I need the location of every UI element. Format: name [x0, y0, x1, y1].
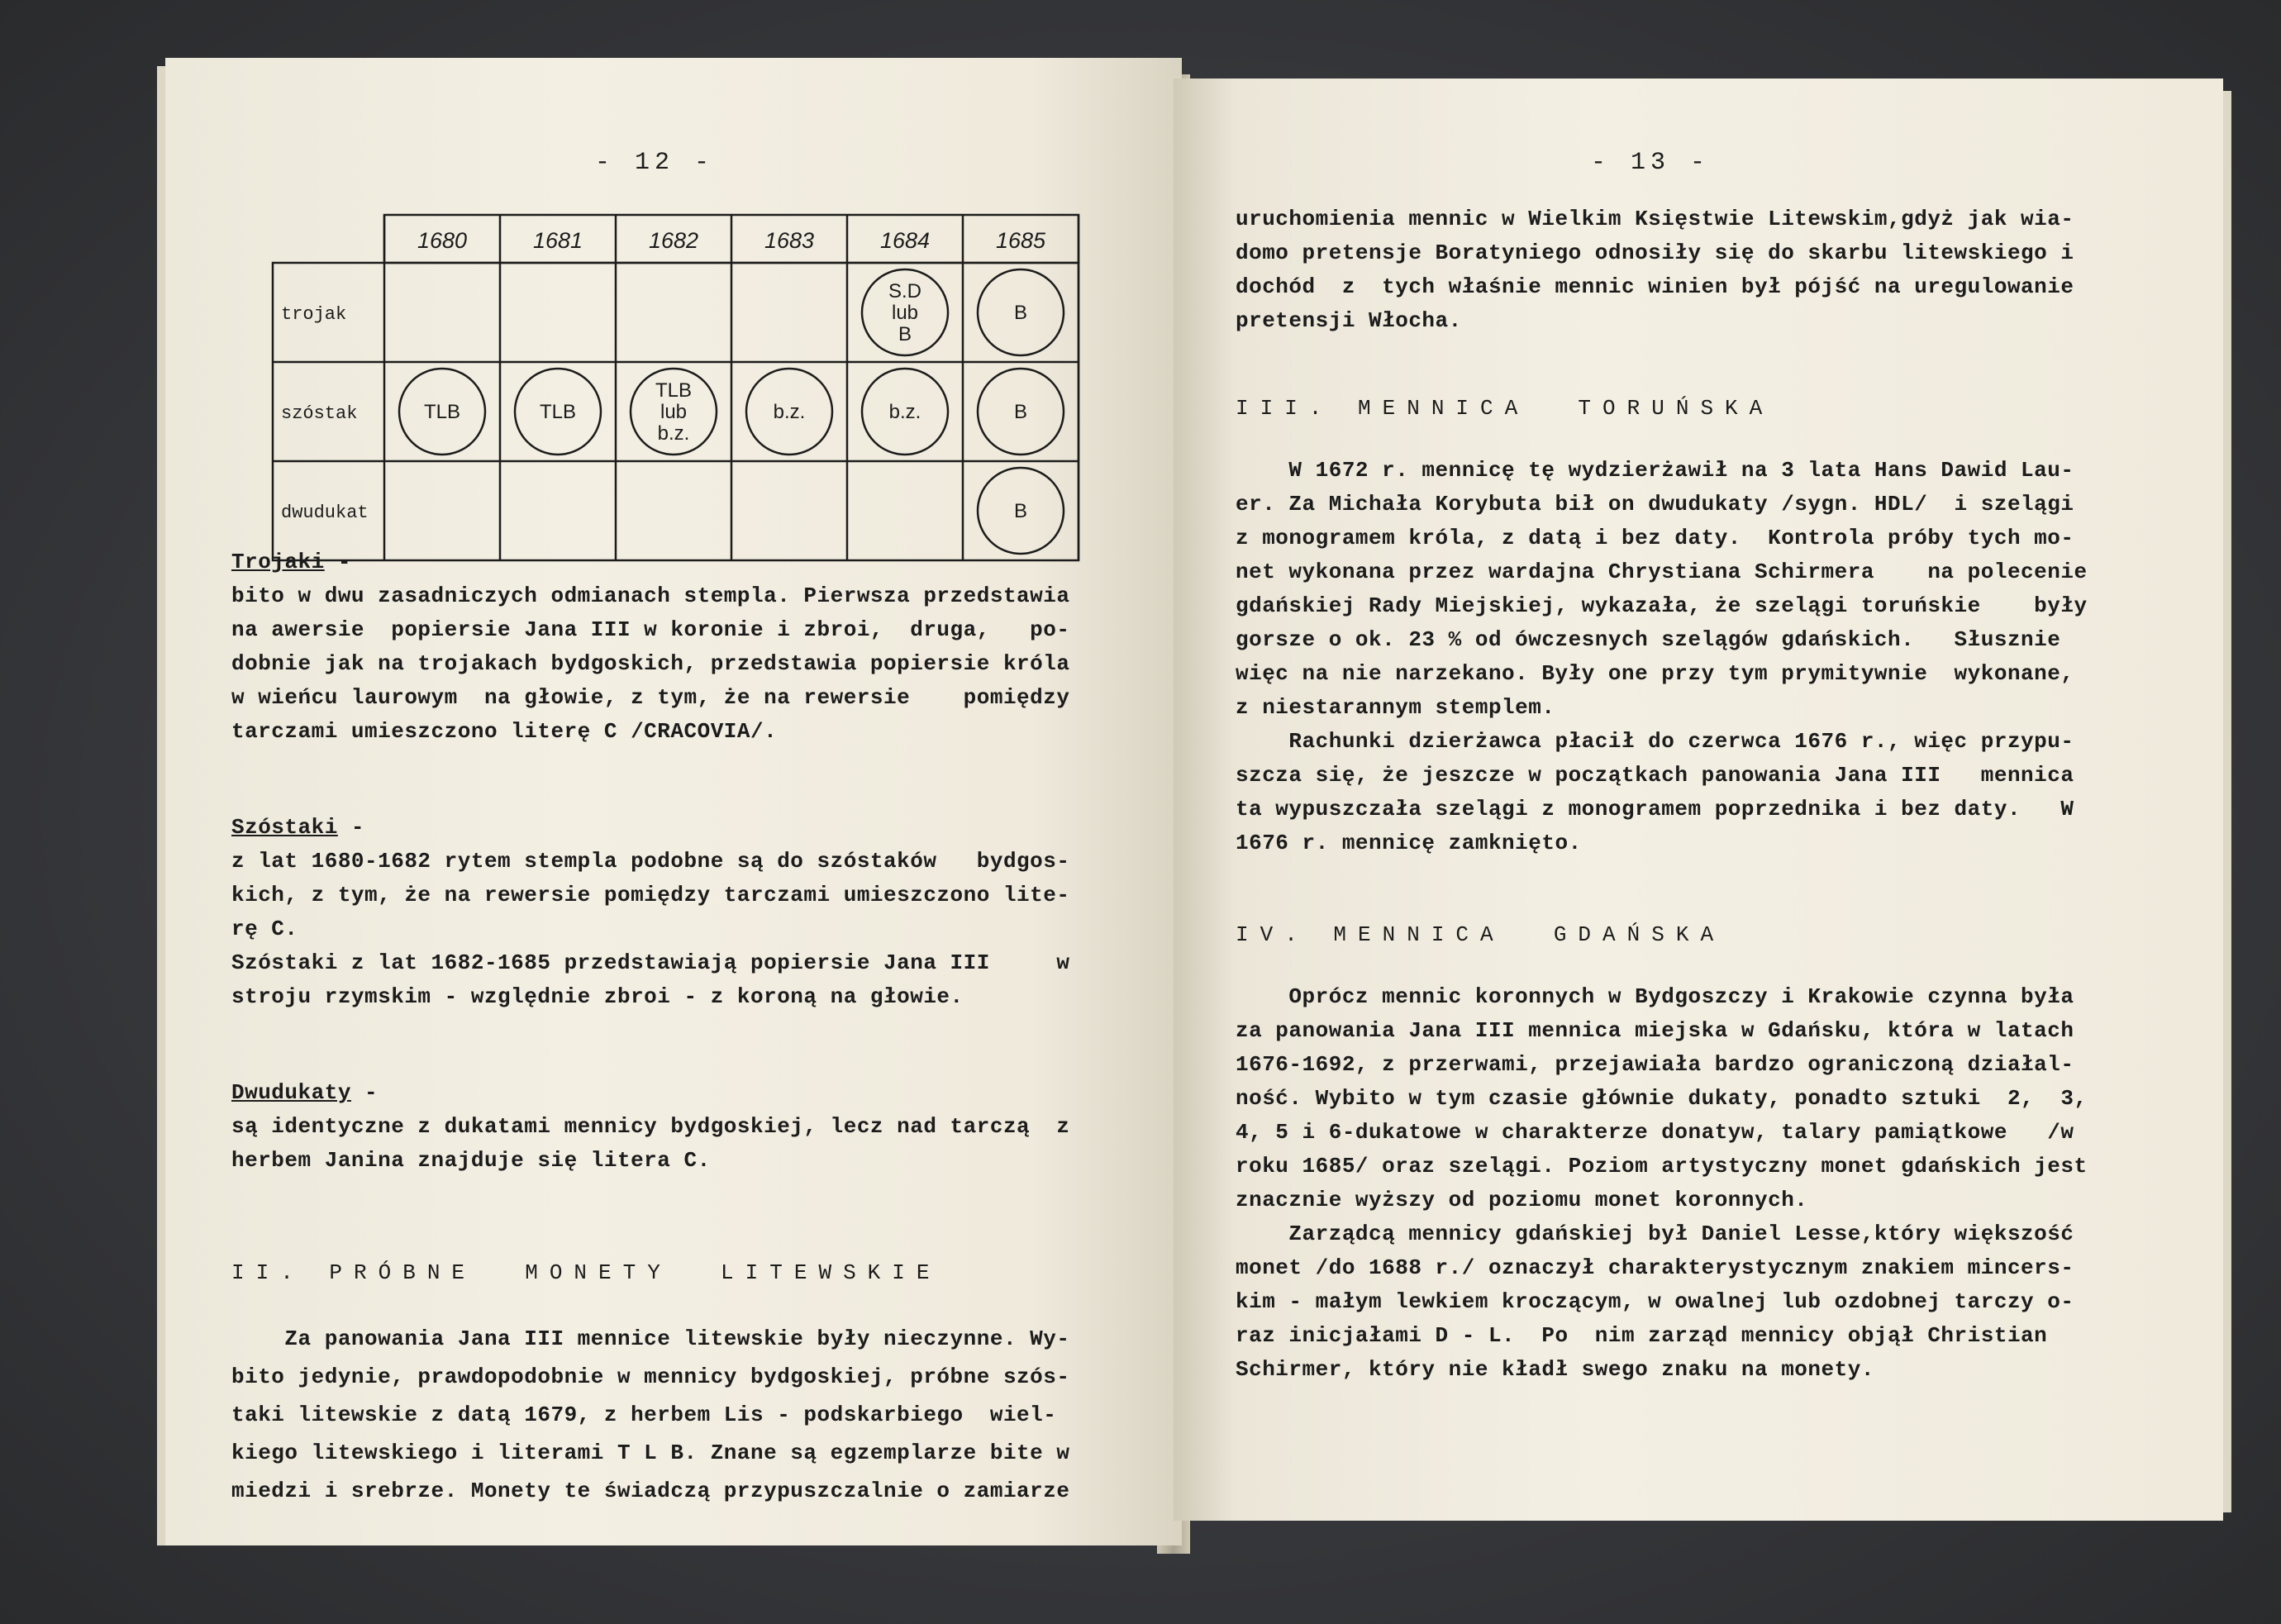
- section-heading: IV. MENNICA GDAŃSKA: [1236, 922, 1726, 947]
- paragraph-line: z lat 1680-1682 rytem stempla podobne są do szóstaków bydgos-: [231, 849, 1070, 874]
- table-year-header: 1683: [764, 228, 815, 253]
- paragraph-line: W 1672 r. mennicę tę wydzierżawił na 3 lata Hans Dawid Lau-: [1236, 458, 2074, 483]
- coin-mark-label: B: [1013, 401, 1028, 423]
- paragraph-line: rę C.: [231, 917, 298, 941]
- table-row-label: trojak: [281, 304, 347, 325]
- paragraph-line: tarczami umieszczono literę C /CRACOVIA/.: [231, 719, 778, 744]
- paragraph-line: stroju rzymskim - względnie zbroi - z koroną na głowie.: [231, 984, 964, 1009]
- table-year-header: 1682: [648, 228, 699, 253]
- paragraph-line: 1676 r. mennicę zamknięto.: [1236, 831, 1582, 855]
- paragraph-line: pretensji Włocha.: [1236, 308, 1462, 333]
- coin-mark-label: B: [898, 323, 912, 345]
- page-number-right: - 13 -: [1591, 149, 1711, 177]
- paragraph-line: Oprócz mennic koronnych w Bydgoszczy i Krakowie czynna była: [1236, 984, 2074, 1009]
- right-page: [1174, 79, 2223, 1521]
- paragraph-line: ta wypuszczała szelągi z monogramem poprzednika i bez daty. W: [1236, 797, 2074, 822]
- table-year-header: 1680: [417, 228, 468, 253]
- paragraph-heading: Trojaki -: [231, 550, 351, 574]
- coin-mark-label: TLB: [539, 401, 577, 423]
- paragraph-line: w wieńcu laurowym na głowie, z tym, że na rewersie pomiędzy: [231, 685, 1070, 710]
- coin-mark-label: lub: [891, 302, 919, 324]
- paragraph-line: net wykonana przez wardajna Chrystiana Schirmera na polecenie: [1236, 560, 2088, 584]
- paragraph-heading: Szóstaki -: [231, 815, 365, 840]
- paragraph-line: za panowania Jana III mennica miejska w Gdańsku, która w latach: [1236, 1018, 2074, 1043]
- paragraph-line: taki litewskie z datą 1679, z herbem Lis - podskarbiego wiel-: [231, 1403, 1057, 1427]
- paragraph-line: miedzi i srebrze. Monety te świadczą przypuszczalnie o zamiarze: [231, 1479, 1070, 1503]
- table-year-header: 1681: [532, 228, 583, 253]
- coin-mark-label: S.D: [888, 280, 922, 302]
- coin-mark-label: lub: [660, 401, 688, 423]
- paragraph-line: z niestarannym stemplem.: [1236, 695, 1555, 720]
- section-heading: II. PRÓBNE MONETY LITEWSKIE: [231, 1260, 941, 1285]
- paragraph-line: 4, 5 i 6-dukatowe w charakterze donatyw, talary pamiątkowe /w: [1236, 1120, 2074, 1145]
- paragraph-line: znacznie wyższy od poziomu monet koronnych.: [1236, 1188, 1808, 1212]
- coin-variant-table: [256, 165, 1157, 612]
- section-heading: III. MENNICA TORUŃSKA: [1236, 396, 1774, 421]
- paragraph-line: gdańskiej Rady Miejskiej, wykazała, że szelągi toruńskie były: [1236, 593, 2088, 618]
- paragraph-line: uruchomienia mennic w Wielkim Księstwie Litewskim,gdyż jak wia-: [1236, 207, 2074, 231]
- paragraph-line: Zarządcą mennicy gdańskiej był Daniel Lesse,który większość: [1236, 1222, 2074, 1246]
- coin-mark-label: B: [1013, 302, 1028, 324]
- coin-mark-label: b.z.: [888, 401, 921, 423]
- paragraph-line: herbem Janina znajduje się litera C.: [231, 1148, 711, 1173]
- paragraph-line: szcza się, że jeszcze w początkach panowania Jana III mennica: [1236, 763, 2074, 788]
- table-row-label: dwudukat: [281, 502, 369, 523]
- paragraph-line: er. Za Michała Korybuta bił on dwudukaty /sygn. HDL/ i szelągi: [1236, 492, 2074, 517]
- paragraph-line: bito jedynie, prawdopodobnie w mennicy bydgoskiej, próbne szós-: [231, 1364, 1070, 1389]
- paragraph-line: Za panowania Jana III mennice litewskie były nieczynne. Wy-: [231, 1326, 1070, 1351]
- paragraph-line: dobnie jak na trojakach bydgoskich, przedstawia popiersie króla: [231, 651, 1070, 676]
- paragraph-line: dochód z tych właśnie mennic winien był pójść na uregulowanie: [1236, 274, 2074, 299]
- paragraph-line: monet /do 1688 r./ oznaczył charakterystycznym znakiem mincers-: [1236, 1255, 2074, 1280]
- paragraph-line: Rachunki dzierżawca płacił do czerwca 1676 r., więc przypu-: [1236, 729, 2074, 754]
- paragraph-line: z monogramem króla, z datą i bez daty. Kontrola próby tych mo-: [1236, 526, 2074, 550]
- coin-mark-label: TLB: [655, 379, 693, 402]
- paragraph-line: raz inicjałami D - L. Po nim zarząd mennicy objął Christian: [1236, 1323, 2048, 1348]
- paragraph-line: gorsze o ok. 23 % od ówczesnych szelągów gdańskich. Słusznie: [1236, 627, 2061, 652]
- table-year-header: 1685: [995, 228, 1046, 253]
- paragraph-line: kiego litewskiego i literami T L B. Znane są egzemplarze bite w: [231, 1441, 1070, 1465]
- table-year-header: 1684: [879, 228, 931, 253]
- paragraph-line: więc na nie narzekano. Były one przy tym prymitywnie wykonane,: [1236, 661, 2074, 686]
- left-page: [165, 58, 1182, 1545]
- page-number-left: - 12 -: [595, 149, 715, 177]
- paragraph-line: 1676-1692, z przerwami, przejawiała bardzo ograniczoną działal-: [1236, 1052, 2074, 1077]
- paragraph-line: kim - małym lewkiem kroczącym, w owalnej lub ozdobnej tarczy o-: [1236, 1289, 2074, 1314]
- table-row-label: szóstak: [281, 403, 358, 424]
- paragraph-line: bito w dwu zasadniczych odmianach stempla. Pierwsza przedstawia: [231, 583, 1070, 608]
- coin-mark-label: B: [1013, 500, 1028, 522]
- paragraph-line: są identyczne z dukatami mennicy bydgoskiej, lecz nad tarczą z: [231, 1114, 1070, 1139]
- coin-mark-label: b.z.: [657, 422, 690, 445]
- paragraph-line: ność. Wybito w tym czasie głównie dukaty, ponadto sztuki 2, 3,: [1236, 1086, 2088, 1111]
- paragraph-line: kich, z tym, że na rewersie pomiędzy tarczami umieszczono lite-: [231, 883, 1070, 907]
- coin-mark-label: b.z.: [773, 401, 806, 423]
- paragraph-line: roku 1685/ oraz szelągi. Poziom artystyczny monet gdańskich jest: [1236, 1154, 2088, 1179]
- paragraph-heading: Dwudukaty -: [231, 1080, 379, 1105]
- coin-mark-label: TLB: [423, 401, 461, 423]
- paragraph-line: Szóstaki z lat 1682-1685 przedstawiają popiersie Jana III w: [231, 950, 1070, 975]
- paragraph-line: na awersie popiersie Jana III w koronie i zbroi, druga, po-: [231, 617, 1070, 642]
- paragraph-line: Schirmer, który nie kładł swego znaku na monety.: [1236, 1357, 1874, 1382]
- paragraph-line: domo pretensje Boratyniego odnosiły się do skarbu litewskiego i: [1236, 241, 2074, 265]
